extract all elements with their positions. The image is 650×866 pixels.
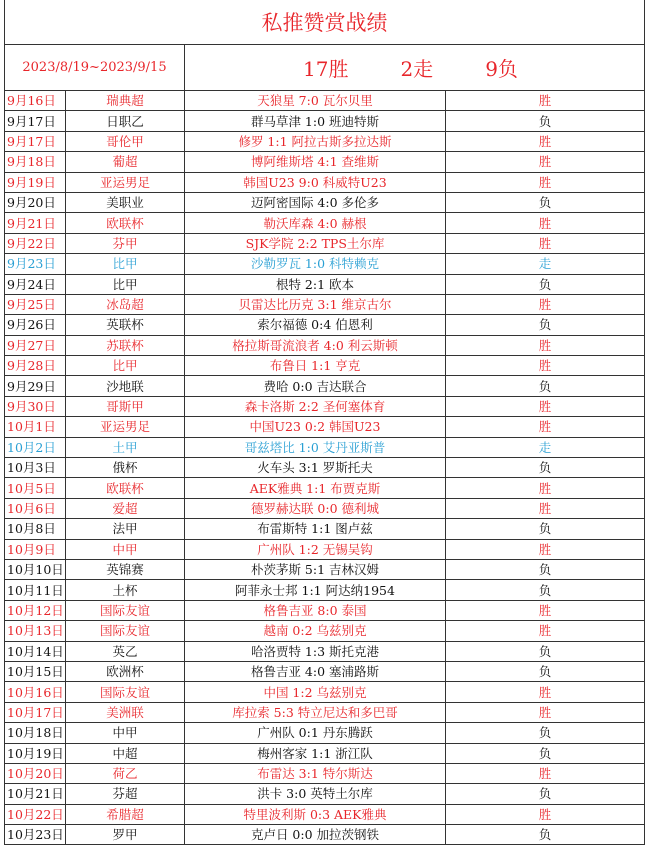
- bet-result: 负: [446, 376, 645, 396]
- league-name: 土杯: [66, 580, 185, 600]
- match-score: 朴茨茅斯 5:1 吉林汉姆: [185, 559, 446, 579]
- league-name: 亚运男足: [66, 417, 185, 437]
- table-row: [5, 498, 645, 518]
- match-score: 越南 0:2 乌兹别克: [185, 621, 446, 641]
- match-score: 中国U23 0:2 韩国U23: [185, 417, 446, 437]
- match-score: 贝雷达比历克 3:1 维京古尔: [185, 294, 446, 314]
- table-row: [5, 702, 645, 722]
- match-score: 根特 2:1 欧本: [185, 274, 446, 294]
- match-score: 广州队 1:2 无锡吴钩: [185, 539, 446, 559]
- bet-result: 胜: [446, 498, 645, 518]
- bet-result: 胜: [446, 763, 645, 783]
- table-row: [5, 111, 645, 131]
- match-score: 群马草津 1:0 班迪特斯: [185, 111, 446, 131]
- match-score: 哈洛贾特 1:3 斯托克港: [185, 641, 446, 661]
- match-date: 10月5日: [5, 478, 66, 498]
- match-score: 格鲁吉亚 4:0 塞浦路斯: [185, 661, 446, 681]
- bet-result: 负: [446, 192, 645, 212]
- match-score: 格鲁吉亚 8:0 泰国: [185, 600, 446, 620]
- table-row: [5, 356, 645, 376]
- league-name: 英联杯: [66, 315, 185, 335]
- match-score: 索尔福德 0:4 伯恩利: [185, 315, 446, 335]
- table-row: [5, 763, 645, 783]
- bet-result: 胜: [446, 233, 645, 253]
- match-date: 10月2日: [5, 437, 66, 457]
- league-name: 冰岛超: [66, 294, 185, 314]
- table-row: [5, 315, 645, 335]
- bet-result: 负: [446, 111, 645, 131]
- league-name: 国际友谊: [66, 621, 185, 641]
- page-title: 私推赞赏战绩: [5, 0, 645, 45]
- match-date: 9月25日: [5, 294, 66, 314]
- table-row: [5, 600, 645, 620]
- table-row: [5, 743, 645, 763]
- table-row: [5, 621, 645, 641]
- title-row: [5, 0, 645, 45]
- summary-row: [5, 45, 645, 91]
- match-date: 10月13日: [5, 621, 66, 641]
- bet-result: 负: [446, 274, 645, 294]
- match-date: 10月23日: [5, 825, 66, 845]
- league-name: 欧联杯: [66, 213, 185, 233]
- match-score: 克卢日 0:0 加拉茨钢铁: [185, 825, 446, 845]
- match-score: 洪卡 3:0 英特土尔库: [185, 784, 446, 804]
- table-row: [5, 437, 645, 457]
- table-row: [5, 458, 645, 478]
- bet-result: 胜: [446, 335, 645, 355]
- match-date: 10月9日: [5, 539, 66, 559]
- table-row: [5, 559, 645, 579]
- table-row: [5, 91, 645, 111]
- bet-result: 负: [446, 661, 645, 681]
- league-name: 中超: [66, 743, 185, 763]
- table-row: [5, 213, 645, 233]
- league-name: 欧联杯: [66, 478, 185, 498]
- match-score: 森卡洛斯 2:2 圣何塞体育: [185, 396, 446, 416]
- table-row: [5, 294, 645, 314]
- bet-result: 负: [446, 825, 645, 845]
- match-score: 火车头 3:1 罗斯托夫: [185, 458, 446, 478]
- record-sheet: [4, 0, 644, 864]
- match-date: 9月27日: [5, 335, 66, 355]
- league-name: 法甲: [66, 519, 185, 539]
- match-date: 10月11日: [5, 580, 66, 600]
- bet-result: 负: [446, 315, 645, 335]
- match-score: 特里波利斯 0:3 AEK雅典: [185, 804, 446, 824]
- match-date: 9月26日: [5, 315, 66, 335]
- table-row: [5, 784, 645, 804]
- table-row: [5, 804, 645, 824]
- bet-result: 负: [446, 559, 645, 579]
- bet-result: 胜: [446, 804, 645, 824]
- bet-result: 胜: [446, 131, 645, 151]
- match-date: 9月24日: [5, 274, 66, 294]
- league-name: 中甲: [66, 539, 185, 559]
- loss-count: 9负: [485, 57, 518, 81]
- league-name: 美洲联: [66, 702, 185, 722]
- match-score: 费哈 0:0 吉达联合: [185, 376, 446, 396]
- bet-result: 胜: [446, 682, 645, 702]
- league-name: 国际友谊: [66, 682, 185, 702]
- match-date: 10月10日: [5, 559, 66, 579]
- league-name: 日职乙: [66, 111, 185, 131]
- bet-result: 胜: [446, 356, 645, 376]
- table-row: [5, 682, 645, 702]
- match-date: 10月22日: [5, 804, 66, 824]
- record-summary: [185, 45, 645, 91]
- match-date: 10月17日: [5, 702, 66, 722]
- match-score: 哥兹塔比 1:0 艾丹亚斯普: [185, 437, 446, 457]
- league-name: 葡超: [66, 152, 185, 172]
- match-date: 9月30日: [5, 396, 66, 416]
- match-date: 10月20日: [5, 763, 66, 783]
- table-row: [5, 396, 645, 416]
- match-date: 10月15日: [5, 661, 66, 681]
- bet-result: 胜: [446, 91, 645, 111]
- match-date: 10月3日: [5, 458, 66, 478]
- match-date: 10月12日: [5, 600, 66, 620]
- league-name: 中甲: [66, 723, 185, 743]
- bet-result: 负: [446, 641, 645, 661]
- match-date: 10月16日: [5, 682, 66, 702]
- league-name: 罗甲: [66, 825, 185, 845]
- match-date: 10月1日: [5, 417, 66, 437]
- match-score: 中国 1:2 乌兹别克: [185, 682, 446, 702]
- match-score: 梅州客家 1:1 浙江队: [185, 743, 446, 763]
- league-name: 爱超: [66, 498, 185, 518]
- league-name: 比甲: [66, 254, 185, 274]
- match-date: 9月21日: [5, 213, 66, 233]
- table-row: [5, 723, 645, 743]
- match-score: 德罗赫达联 0:0 德利城: [185, 498, 446, 518]
- bet-result: 胜: [446, 152, 645, 172]
- table-row: [5, 661, 645, 681]
- match-date: 9月28日: [5, 356, 66, 376]
- table-row: [5, 539, 645, 559]
- table-row: [5, 335, 645, 355]
- bet-result: 胜: [446, 213, 645, 233]
- league-name: 英锦赛: [66, 559, 185, 579]
- table-row: [5, 417, 645, 437]
- match-date: 9月23日: [5, 254, 66, 274]
- bet-result: 胜: [446, 396, 645, 416]
- match-date: 9月17日: [5, 131, 66, 151]
- table-row: [5, 274, 645, 294]
- match-date: 9月29日: [5, 376, 66, 396]
- table-row: [5, 192, 645, 212]
- match-date: 10月18日: [5, 723, 66, 743]
- match-date: 10月14日: [5, 641, 66, 661]
- match-date: 9月20日: [5, 192, 66, 212]
- bet-result: 负: [446, 519, 645, 539]
- table-row: [5, 825, 645, 845]
- league-name: 希腊超: [66, 804, 185, 824]
- league-name: 沙地联: [66, 376, 185, 396]
- match-score: 沙勒罗瓦 1:0 科特赖克: [185, 254, 446, 274]
- bet-result: 负: [446, 580, 645, 600]
- walk-count: 2走: [400, 57, 434, 81]
- league-name: 哥斯甲: [66, 396, 185, 416]
- league-name: 比甲: [66, 274, 185, 294]
- match-date: 9月17日: [5, 111, 66, 131]
- bet-result: 胜: [446, 417, 645, 437]
- match-score: 广州队 0:1 丹东腾跃: [185, 723, 446, 743]
- match-score: 格拉斯哥流浪者 4:0 利云斯顿: [185, 335, 446, 355]
- match-date: 10月21日: [5, 784, 66, 804]
- league-name: 比甲: [66, 356, 185, 376]
- table-row: [5, 376, 645, 396]
- league-name: 国际友谊: [66, 600, 185, 620]
- bet-result: 胜: [446, 702, 645, 722]
- table-row: [5, 641, 645, 661]
- match-score: 博阿维斯塔 4:1 查维斯: [185, 152, 446, 172]
- table-row: [5, 233, 645, 253]
- date-range: 2023/8/19~2023/9/15: [5, 45, 185, 91]
- bet-result: 胜: [446, 600, 645, 620]
- match-date: 10月6日: [5, 498, 66, 518]
- bet-result: 胜: [446, 172, 645, 192]
- match-date: 9月22日: [5, 233, 66, 253]
- match-score: 天狼星 7:0 瓦尔贝里: [185, 91, 446, 111]
- table-row: [5, 254, 645, 274]
- league-name: 苏联杯: [66, 335, 185, 355]
- bet-result: 负: [446, 723, 645, 743]
- match-score: AEK雅典 1:1 布贾克斯: [185, 478, 446, 498]
- league-name: 美职业: [66, 192, 185, 212]
- match-date: 9月16日: [5, 91, 66, 111]
- match-date: 9月19日: [5, 172, 66, 192]
- bet-result: 胜: [446, 621, 645, 641]
- bet-result: 胜: [446, 478, 645, 498]
- bet-result: 胜: [446, 294, 645, 314]
- league-name: 芬超: [66, 784, 185, 804]
- league-name: 芬甲: [66, 233, 185, 253]
- match-date: 9月18日: [5, 152, 66, 172]
- match-date: 10月8日: [5, 519, 66, 539]
- table-row: [5, 580, 645, 600]
- match-score: 布雷达 3:1 特尔斯达: [185, 763, 446, 783]
- match-score: 韩国U23 9:0 科威特U23: [185, 172, 446, 192]
- league-name: 荷乙: [66, 763, 185, 783]
- table-row: [5, 172, 645, 192]
- league-name: 俄杯: [66, 458, 185, 478]
- league-name: 英乙: [66, 641, 185, 661]
- bet-result: 负: [446, 458, 645, 478]
- league-name: 瑞典超: [66, 91, 185, 111]
- bet-result: 胜: [446, 539, 645, 559]
- league-name: 欧洲杯: [66, 661, 185, 681]
- record-table: [4, 0, 645, 845]
- match-score: 阿菲永士邦 1:1 阿达纳1954: [185, 580, 446, 600]
- match-score: 修罗 1:1 阿拉古斯多拉达斯: [185, 131, 446, 151]
- league-name: 哥伦甲: [66, 131, 185, 151]
- match-score: SJK学院 2:2 TPS土尔库: [185, 233, 446, 253]
- league-name: 亚运男足: [66, 172, 185, 192]
- table-row: [5, 152, 645, 172]
- match-score: 布鲁日 1:1 亨克: [185, 356, 446, 376]
- bet-result: 负: [446, 784, 645, 804]
- bet-result: 走: [446, 437, 645, 457]
- table-row: [5, 519, 645, 539]
- league-name: 土甲: [66, 437, 185, 457]
- match-date: 10月19日: [5, 743, 66, 763]
- bet-result: 负: [446, 743, 645, 763]
- table-row: [5, 478, 645, 498]
- bet-result: 走: [446, 254, 645, 274]
- table-row: [5, 131, 645, 151]
- match-score: 布雷斯特 1:1 图卢兹: [185, 519, 446, 539]
- win-count: 17胜: [303, 57, 349, 81]
- match-score: 勒沃库森 4:0 赫根: [185, 213, 446, 233]
- match-score: 迈阿密国际 4:0 多伦多: [185, 192, 446, 212]
- match-score: 库拉索 5:3 特立尼达和多巴哥: [185, 702, 446, 722]
